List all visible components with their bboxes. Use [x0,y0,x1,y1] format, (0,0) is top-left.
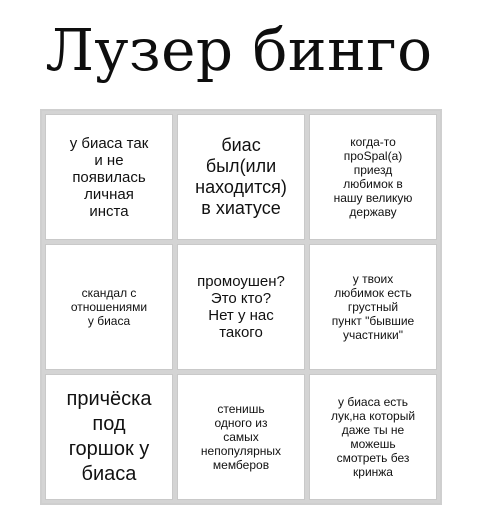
bingo-cell[interactable] [177,244,305,370]
bingo-cell-text: промоушен? Это кто? Нет у нас такого [197,273,285,341]
bingo-cell[interactable] [177,374,305,500]
bingo-cell[interactable] [309,244,437,370]
bingo-cell-text: когда-то проSpal(а) приезд любимок в нашу великую державу [333,135,413,219]
bingo-cell[interactable] [45,114,173,240]
bingo-cell-text: скандал с отношениями у биаса [70,286,148,328]
bingo-cell[interactable] [177,114,305,240]
bingo-cell-text: у биаса так и не появилась личная инста [69,134,149,220]
bingo-cell[interactable] [309,374,437,500]
bingo-cell-text: у биаса есть лук,на который даже ты не можешь смотреть без кринжа [330,395,416,479]
bingo-grid [40,109,442,505]
bingo-cell[interactable] [309,114,437,240]
bingo-cell[interactable] [45,374,173,500]
bingo-cell-text: биас был(или находится) в хиатусе [195,135,287,218]
bingo-cell-text: причёска под горшок у биаса [66,388,152,485]
bingo-cell-text: у твоих любимок есть грустный пункт "бывшие участники" [331,272,415,342]
bingo-cell-text: стенишь одного из самых непопулярных мемберов [200,402,282,472]
page-title: Лузер бинго [45,16,433,84]
bingo-cell[interactable] [45,244,173,370]
